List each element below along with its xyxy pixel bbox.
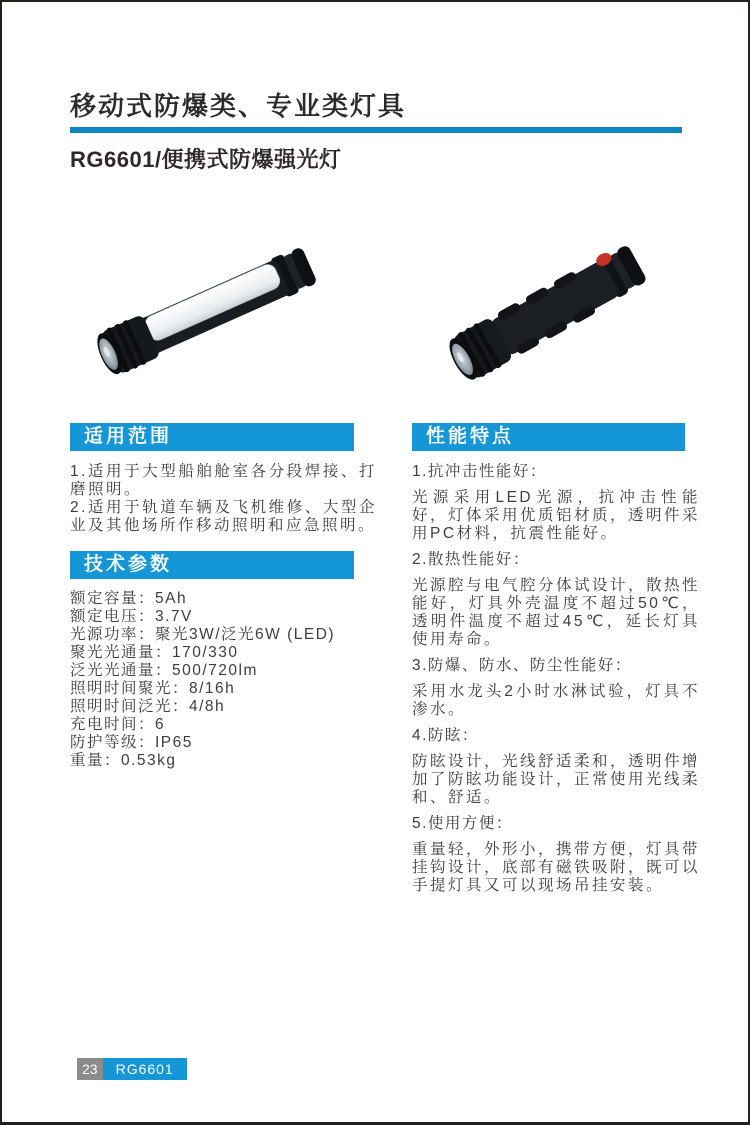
product-model-title: RG6601/便携式防爆强光灯 xyxy=(70,147,342,172)
feature-title: 5.使用方便： xyxy=(412,815,513,832)
spec-item: 防护等级：IP65 xyxy=(70,734,193,751)
spec-item: 光源功率：聚光3W/泛光6W (LED) xyxy=(70,626,336,643)
spec-item: 额定电压：3.7V xyxy=(70,608,193,625)
page-title: 移动式防爆类、专业类灯具 xyxy=(70,91,407,121)
spec-item: 重量：0.53kg xyxy=(70,752,177,769)
spec-item: 额定容量：5Ah xyxy=(70,590,188,607)
page-footer xyxy=(77,1058,187,1080)
right-column xyxy=(412,423,700,903)
feature-body: 采用水龙头2小时水淋试验，灯具不渗水。 xyxy=(412,683,700,718)
section-header-specs: 技术参数 xyxy=(70,551,354,579)
spec-item: 聚光光通量：170/330 xyxy=(70,644,239,661)
left-column xyxy=(70,423,377,770)
page-number: 23 xyxy=(77,1058,103,1080)
footer-model-badge: RG6601 xyxy=(103,1058,187,1080)
feature-title: 2.散热性能好： xyxy=(412,551,530,568)
spec-item: 照明时间泛光：4/8h xyxy=(70,698,226,715)
feature-body: 光源腔与电气腔分体试设计，散热性能好，灯具外壳温度不超过50℃，透明件温度不超过45℃，延长灯具使用寿命。 xyxy=(412,577,701,648)
product-photo-flashlight-diffuser xyxy=(80,247,390,422)
spec-item: 泛光光通量：500/720lm xyxy=(70,662,258,679)
feature-body: 光源采用LED光源，抗冲击性能好，灯体采用优质铝材质，透明件采用PC材料，抗震性能好。 xyxy=(412,489,701,542)
feature-body: 防眩设计，光线舒适柔和，透明件增加了防眩功能设计，正常使用光线柔和、舒适。 xyxy=(412,753,701,806)
feature-title: 3.防爆、防水、防尘性能好： xyxy=(412,657,632,674)
spec-list xyxy=(70,590,377,770)
feature-title: 4.防眩： xyxy=(412,727,479,744)
title-underline xyxy=(70,127,682,133)
application-paragraph: 2.适用于轨道车辆及飞机维修、大型企业及其他场所作移动照明和应急照明。 xyxy=(70,499,377,534)
section-header-features: 性能特点 xyxy=(412,423,685,451)
features-list xyxy=(412,463,700,895)
spec-item: 照明时间聚光：8/16h xyxy=(70,680,236,697)
section-header-application: 适用范围 xyxy=(70,423,354,451)
feature-body: 重量轻，外形小，携带方便，灯具带挂钩设计，底部有磁铁吸附，既可以手提灯具又可以现场吊挂安装。 xyxy=(412,841,701,894)
spec-item: 充电时间：6 xyxy=(70,716,166,733)
feature-title: 1.抗冲击性能好： xyxy=(412,463,547,480)
application-text xyxy=(70,463,377,535)
application-paragraph: 1.适用于大型船舶舱室各分段焊接、打磨照明。 xyxy=(70,463,377,498)
product-photo-flashlight-black xyxy=(442,242,672,422)
